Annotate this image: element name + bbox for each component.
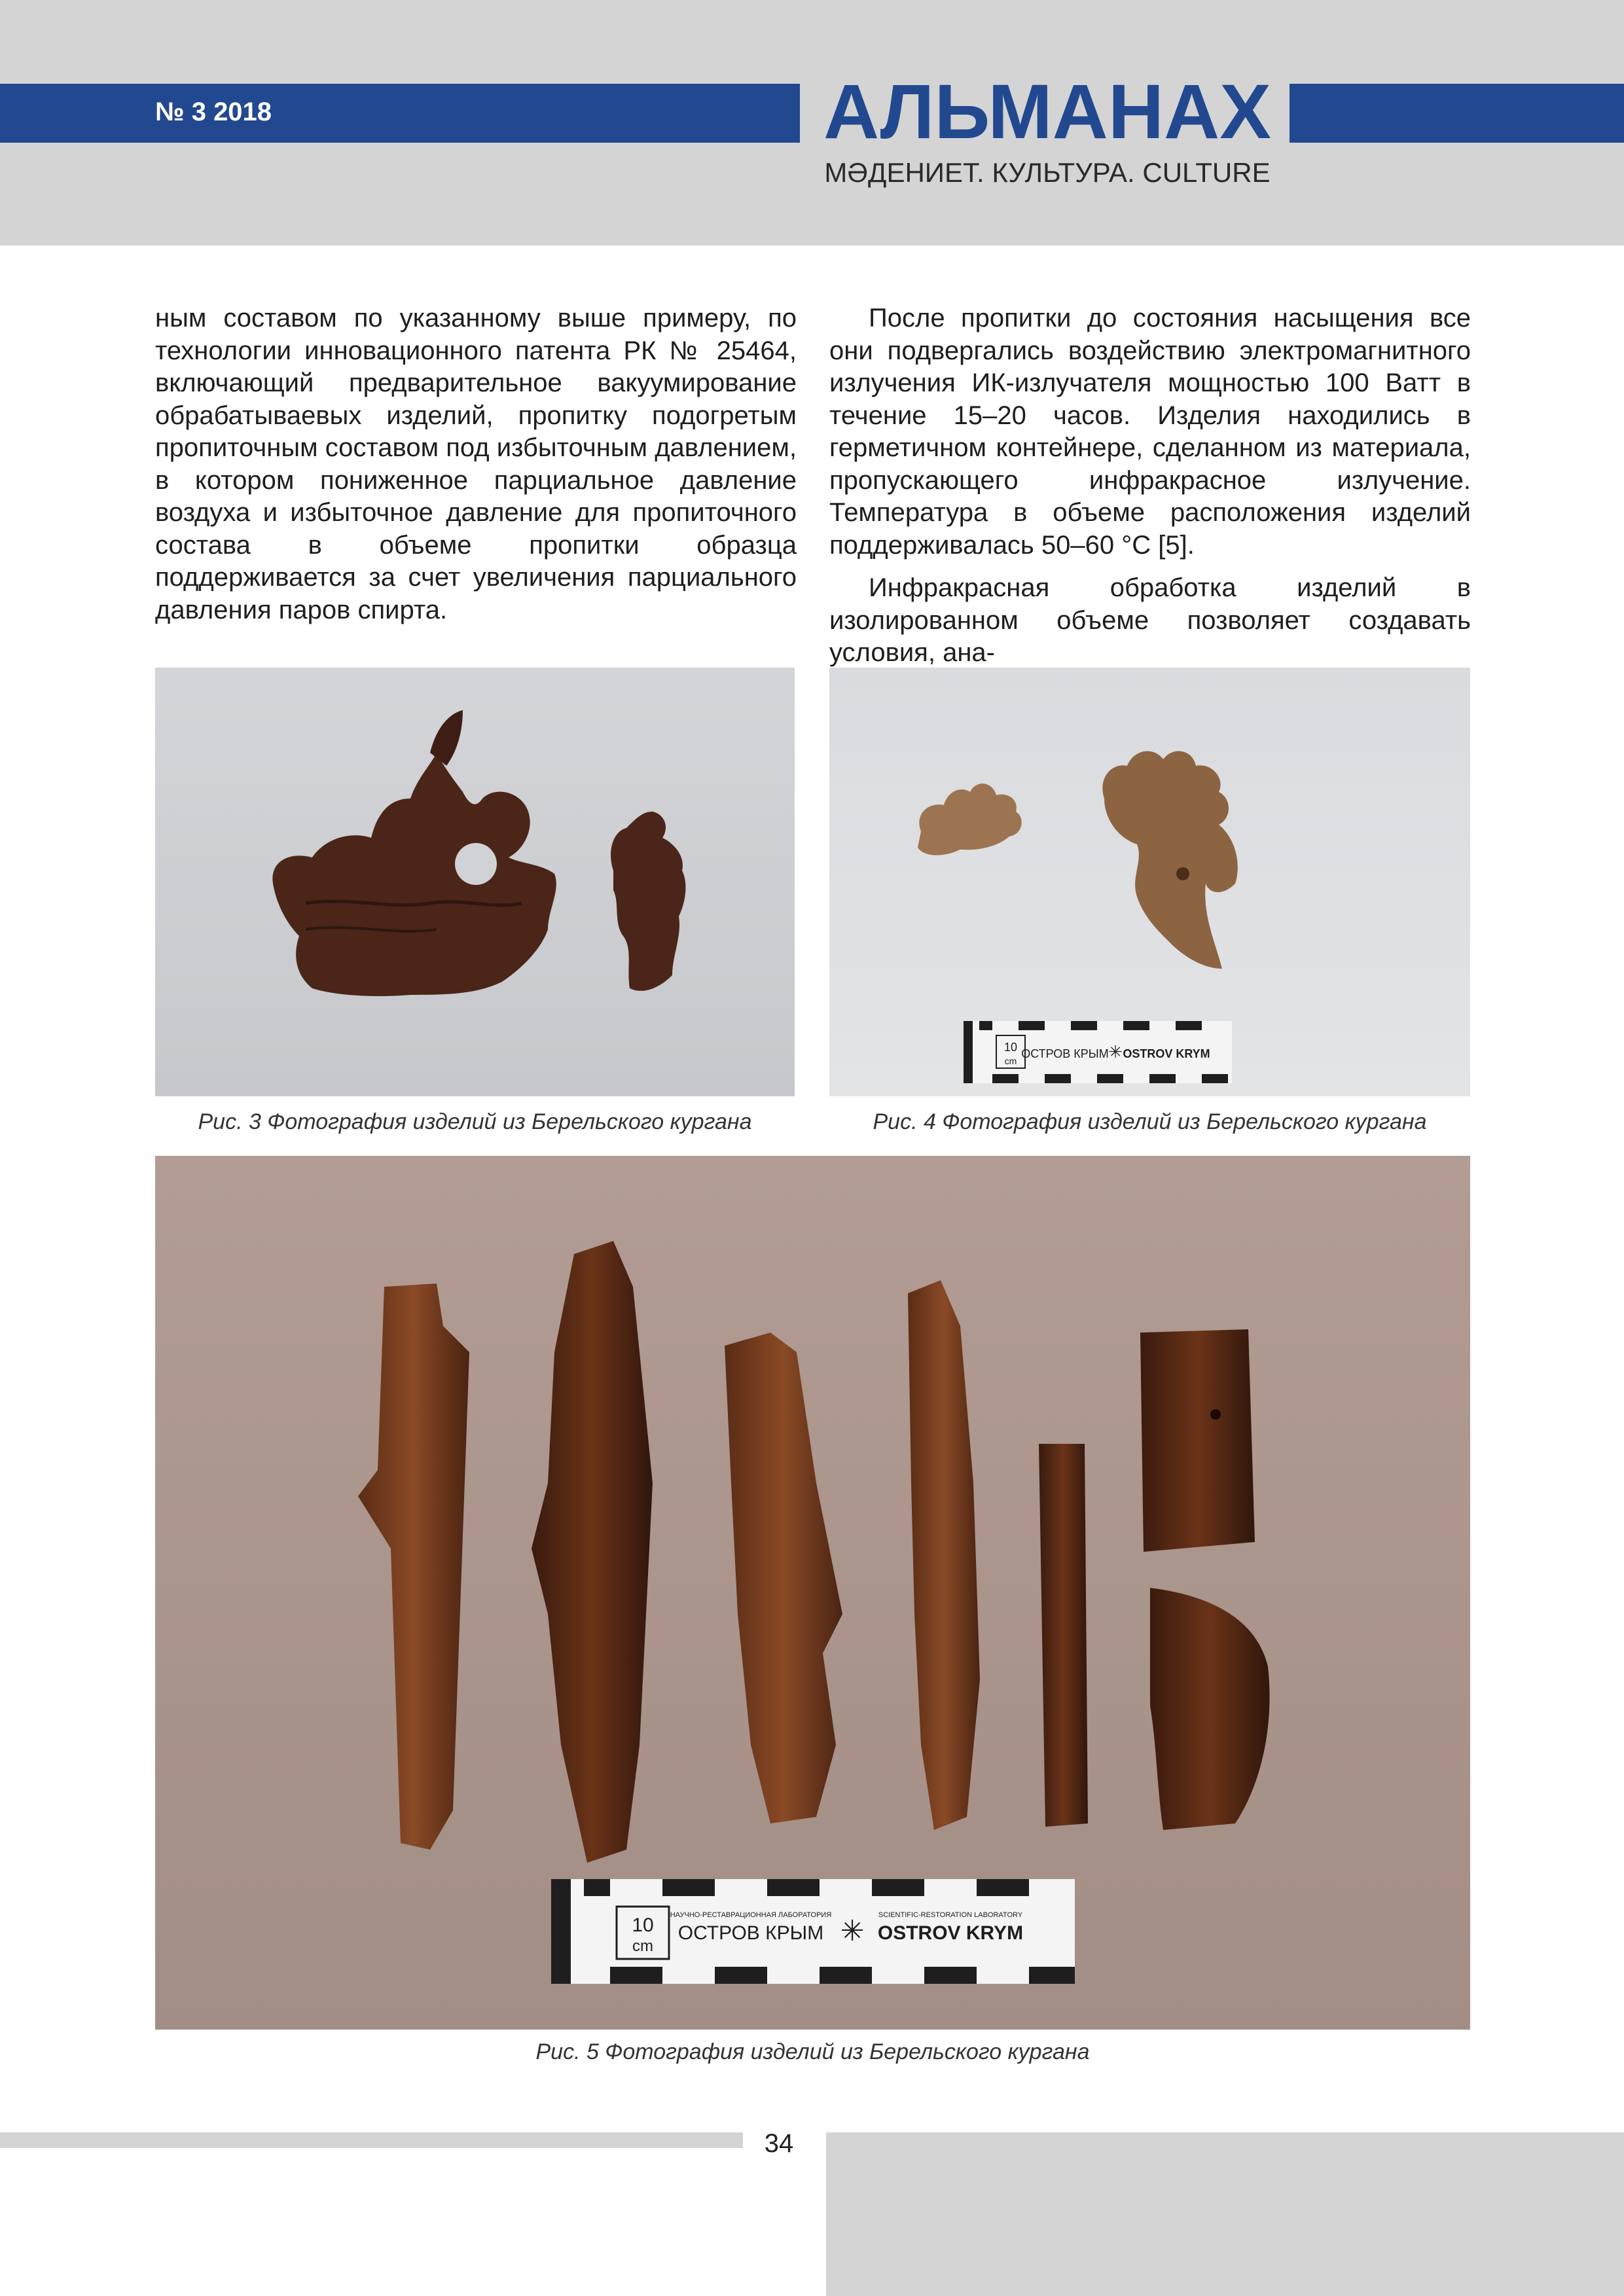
body-paragraph: После пропитки до состояния насыщения все они подвергались воздействию электромагнитного излучения ИК-излучателя мощностью 100 Ватт в течение 15–20 часов. Изделия находились в герметичном контейнере, сделанном из материала, пропускающего инфракрасное излучение. Температура в объеме расположения изделий поддерживалась 50–60 °C [5]. — [829, 304, 1471, 560]
scale-bar-number: 10 — [1003, 1041, 1018, 1054]
text-column-right — [829, 302, 1471, 670]
scale-bar-tagline-en: SCIENTIFIC-RESTORATION LABORATORY — [878, 1911, 1023, 1919]
figure-3-photo — [155, 668, 795, 1096]
scale-bar-lab-en: OSTROV KRYM — [877, 1922, 1024, 1944]
figure-4-caption: Рис. 4 Фотография изделий из Берельского кургана — [873, 1109, 1427, 1134]
svg-text:✳: ✳ — [1108, 1043, 1123, 1062]
text-column-left — [155, 302, 797, 626]
body-paragraph: ным составом по указанному выше примеру, по технологии инновационного патента РК № 25464, включающий предварительное вакуумирование обрабатываевых изделий, пропитку подогретым пропиточным составом под избыточным давлением, в котором пониженное парциальное давление воздуха и избыточное давление для пропиточного состава в объеме пропитки образца поддерживается за счет увеличения парциального давления паров спирта. — [155, 304, 797, 624]
figure-5-photo — [155, 1156, 1470, 2030]
issue-number: № 3 2018 — [155, 98, 272, 126]
svg-text:✳: ✳ — [840, 1914, 865, 1948]
scale-bar-number: 10 — [632, 1914, 654, 1936]
body-paragraph: Инфракрасная обработка изделий в изолированном объеме позволяет создавать условия, ана- — [829, 573, 1471, 667]
figure-5-caption: Рис. 5 Фотография изделий из Берельского кургана — [535, 2039, 1090, 2064]
scale-bar-unit: cm — [632, 1937, 653, 1955]
scale-bar-lab-ru: ОСТРОВ КРЫМ — [677, 1922, 824, 1944]
footer-gray-bar — [0, 2132, 743, 2148]
scale-bar-tagline-ru: НАУЧНО-РЕСТАВРАЦИОННАЯ ЛАБОРАТОРИЯ — [670, 1911, 832, 1919]
scale-bar-unit: cm — [1004, 1056, 1017, 1066]
header-blue-stripe-right — [1290, 84, 1624, 143]
figure-3-caption: Рис. 3 Фотография изделий из Берельского кургана — [198, 1109, 752, 1134]
scale-bar-lab-ru: ОСТРОВ КРЫМ — [1021, 1047, 1109, 1060]
journal-title: АЛЬМАНАХ — [823, 69, 1271, 155]
footer-gray-block — [826, 2132, 1624, 2296]
figure-4-photo — [829, 668, 1470, 1096]
page-number: 34 — [764, 2129, 794, 2158]
header-blue-stripe-left — [0, 84, 800, 143]
journal-subtitle: МӘДЕНИЕТ. КУЛЬТУРА. CULTURE — [824, 157, 1271, 188]
scale-bar-lab-en: OSTROV KRYM — [1123, 1047, 1210, 1060]
